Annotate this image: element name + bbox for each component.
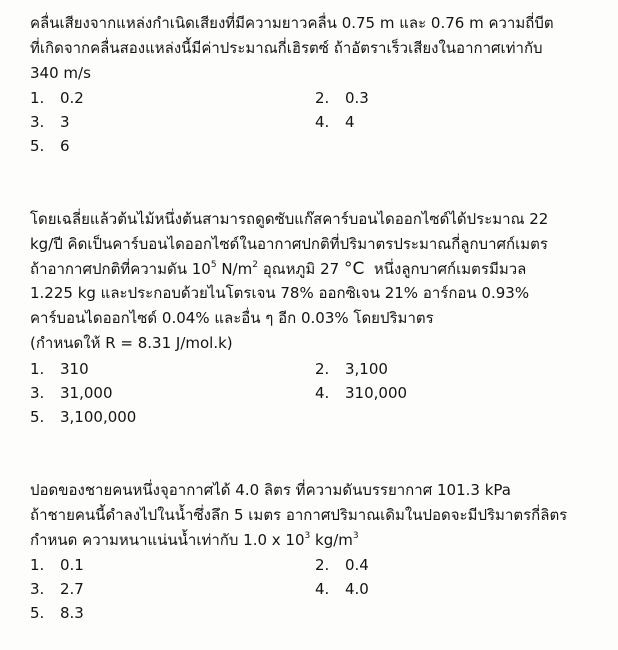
option-number: 3. — [30, 383, 45, 402]
question-2-line-1: โดยเฉลี่ยแล้วต้นไม้หนึ่งต้นสามารถดูดซับแก๊สคาร์บอนไดออกไซด์ได้ประมาณ 22 — [30, 210, 549, 228]
option-number: 1. — [30, 556, 45, 575]
question-2-option-1[interactable] — [30, 357, 89, 381]
option-text: 3,100,000 — [60, 407, 137, 426]
option-number: 5. — [30, 604, 45, 623]
question-2-option-4[interactable] — [315, 381, 407, 405]
option-text: 0.4 — [345, 556, 369, 575]
option-text: 4 — [345, 113, 355, 132]
option-number: 5. — [30, 137, 45, 156]
exponent: 3 — [304, 530, 311, 541]
option-text: 3 — [60, 113, 70, 132]
option-number: 4. — [315, 383, 330, 402]
question-2-line-6: (กำหนดให้ R = 8.31 J/mol.k) — [30, 333, 233, 352]
option-number: 1. — [30, 359, 45, 378]
question-3-option-5[interactable] — [30, 601, 84, 625]
option-text: 0.1 — [60, 556, 84, 575]
option-text: 4.0 — [345, 580, 369, 599]
question-1-options — [30, 86, 610, 162]
question-1-option-2[interactable] — [315, 86, 369, 110]
option-text: 2.7 — [60, 580, 84, 599]
question-3-option-1[interactable] — [30, 553, 84, 577]
question-2-options — [30, 357, 610, 433]
option-number: 4. — [315, 113, 330, 132]
question-3 — [30, 478, 610, 629]
question-3-line-1: ปอดของชายคนหนึ่งจุอากาศได้ 4.0 ลิตร ที่ความดันบรรยากาศ 101.3 kPa — [30, 481, 511, 499]
question-2-line-5: คาร์บอนไดออกไซด์ 0.04% และอื่น ๆ อีก 0.03% โดยปริมาตร — [30, 309, 434, 328]
option-text: 3,100 — [345, 359, 388, 378]
question-3-line-2: ถ้าชายคนนี้ดำลงไปในน้ำซึ่งลึก 5 เมตร อากาศปริมาณเดิมในปอดจะมีปริมาตรกี่ลิตร — [30, 505, 568, 524]
question-1-line-1: คลื่นเสียงจากแหล่งกำเนิดเสียงที่มีความยาวคลื่น 0.75 m และ 0.76 m ความถี่บีต — [30, 14, 554, 32]
exponent: 3 — [352, 530, 359, 541]
question-1-line-3: 340 m/s — [30, 63, 91, 82]
question-3-options — [30, 553, 610, 629]
question-2-line-4: 1.225 kg และประกอบด้วยไนโตรเจน 78% ออกซิเจน 21% อาร์กอน 0.93% — [30, 284, 530, 303]
question-2-option-5[interactable] — [30, 405, 136, 429]
option-number: 4. — [315, 580, 330, 599]
question-1-option-3[interactable] — [30, 110, 70, 134]
question-1-line-2: ที่เกิดจากคลื่นสองแหล่งนี้มีค่าประมาณกี่เฮิรตซ์ ถ้าอัตราเร็วเสียงในอากาศเท่ากับ — [30, 38, 543, 57]
option-number: 5. — [30, 407, 45, 426]
option-text: 0.2 — [60, 89, 84, 108]
option-number: 2. — [315, 556, 330, 575]
line-text: N/m — [216, 259, 253, 278]
line-text: หนึ่งลูกบาศก์เมตรมีมวล — [364, 259, 527, 278]
option-text: 310 — [60, 359, 89, 378]
question-2-line-3 — [30, 257, 610, 282]
question-3-option-2[interactable] — [315, 553, 369, 577]
option-number: 1. — [30, 89, 45, 108]
line-text: อุณหภูมิ 27 — [257, 259, 344, 278]
question-2-line-2: kg/ปี คิดเป็นคาร์บอนไดออกไซด์ในอากาศปกติที่ปริมาตรประมาณกี่ลูกบาศก์เมตร — [30, 234, 548, 253]
line-text: kg/m — [310, 530, 353, 549]
exponent: 2 — [252, 259, 258, 270]
question-3-option-3[interactable] — [30, 577, 84, 601]
question-2-option-2[interactable] — [315, 357, 388, 381]
option-number: 2. — [315, 359, 330, 378]
question-3-line-3 — [30, 528, 610, 553]
question-2 — [30, 207, 610, 433]
question-2-option-3[interactable] — [30, 381, 113, 405]
question-1 — [30, 11, 610, 162]
question-3-option-4[interactable] — [315, 577, 369, 601]
line-text: ถ้าอากาศปกติที่ความดัน 10 — [30, 259, 211, 278]
option-text: 8.3 — [60, 604, 84, 623]
option-text: 310,000 — [345, 383, 408, 402]
option-number: 3. — [30, 580, 45, 599]
question-1-option-4[interactable] — [315, 110, 355, 134]
option-text: 31,000 — [60, 383, 113, 402]
question-1-option-1[interactable] — [30, 86, 84, 110]
degree-celsius-unit: °C — [343, 258, 365, 279]
option-text: 6 — [60, 137, 70, 156]
line-text: กำหนด ความหนาแน่นน้ำเท่ากับ 1.0 x 10 — [30, 530, 305, 549]
option-text: 0.3 — [345, 89, 369, 108]
option-number: 2. — [315, 89, 330, 108]
exponent: 5 — [210, 259, 217, 270]
question-1-option-5[interactable] — [30, 134, 70, 158]
option-number: 3. — [30, 113, 45, 132]
